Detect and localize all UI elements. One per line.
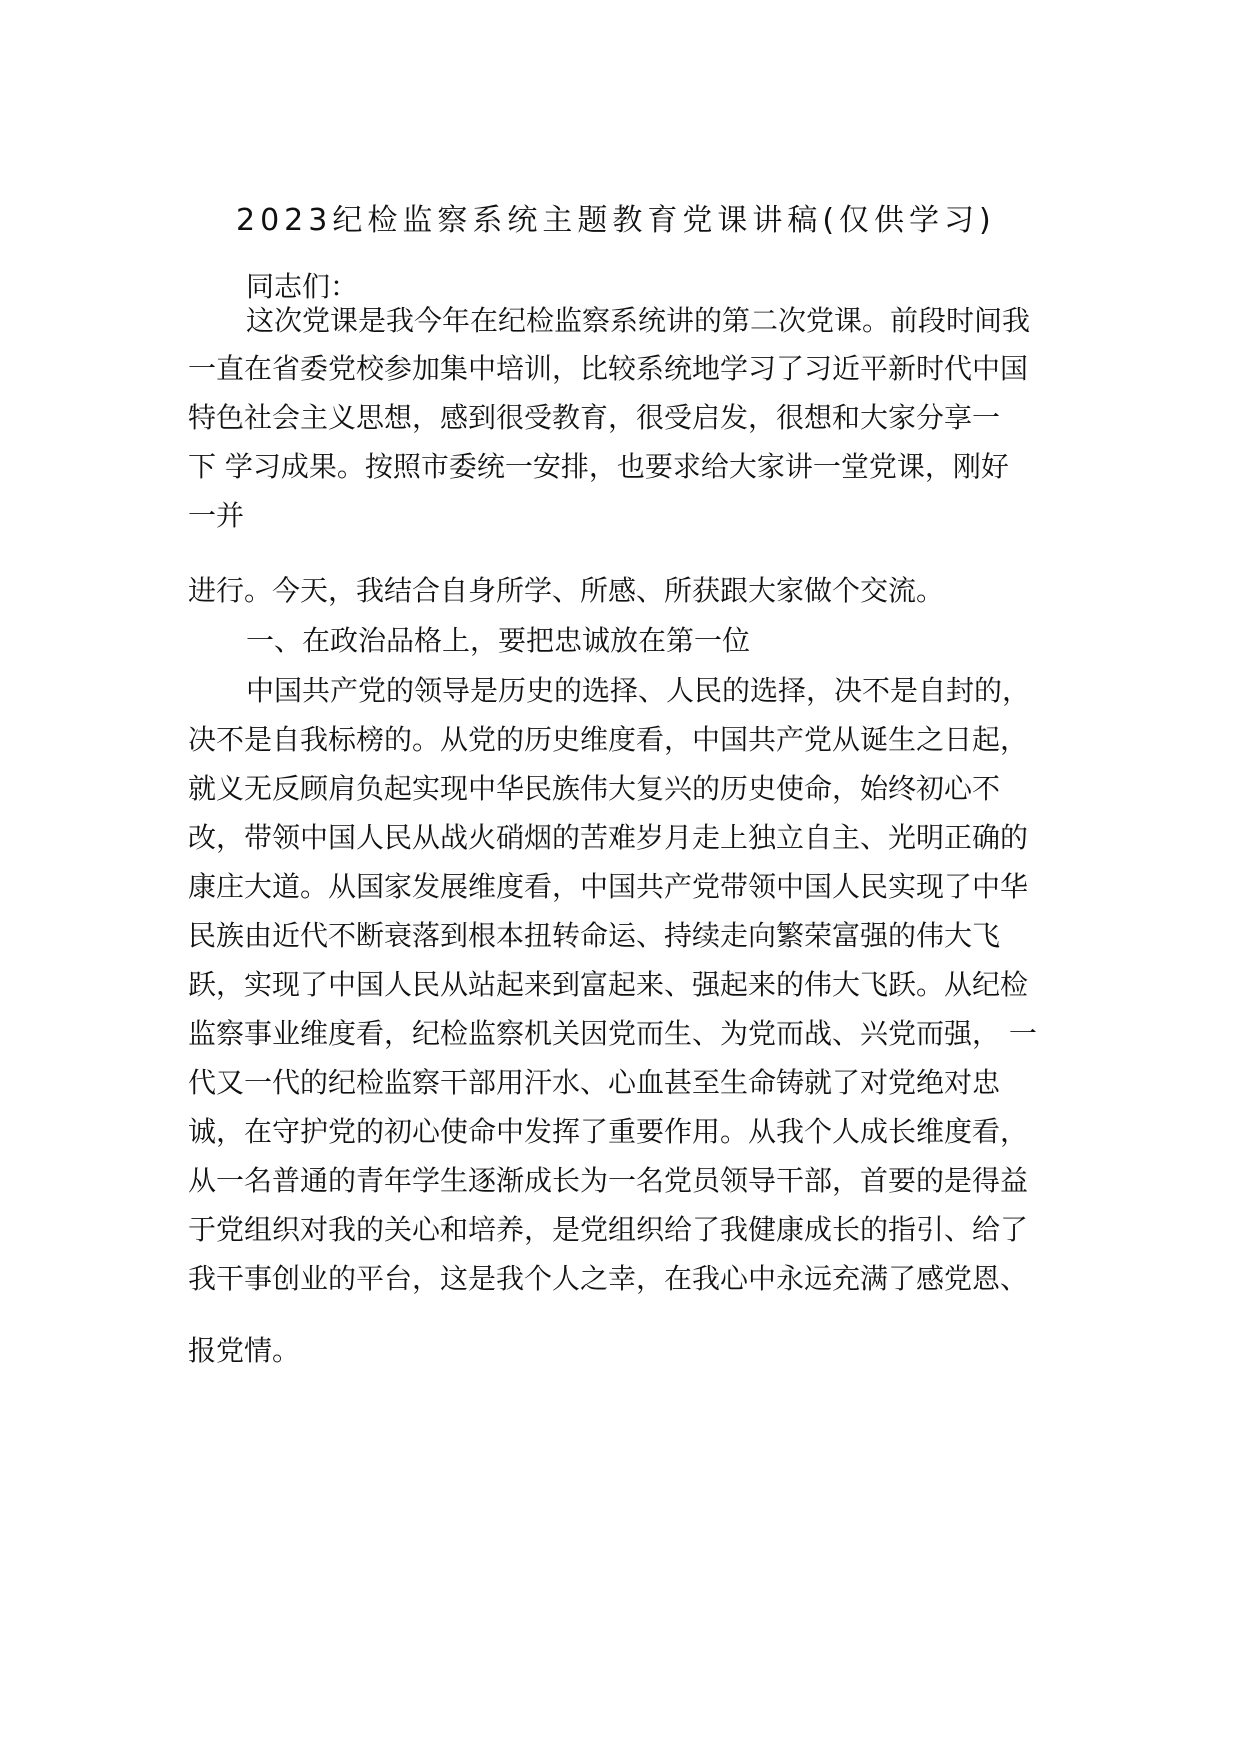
paragraph-line: 决不是自我标榜的。从党的历史维度看，中国共产党从诞生之日起， <box>188 723 1029 756</box>
paragraph-line: 监察事业维度看，纪检监察机关因党而生、为党而战、兴党而强， 一 <box>188 1017 1037 1050</box>
paragraph-line: 跃，实现了中国人民从站起来到富起来、强起来的伟大飞跃。从纪检 <box>188 968 1029 1001</box>
section-heading: 一、在政治品格上，要把忠诚放在第一位 <box>246 624 751 657</box>
greeting: 同志们： <box>246 270 359 303</box>
paragraph-line: 一直在省委党校参加集中培训，比较系统地学习了习近平新时代中国 <box>188 352 1029 385</box>
paragraph-line: 一并 <box>188 499 245 532</box>
paragraph-line: 下 学习成果。按照市委统一安排，也要求给大家讲一堂党课，刚好 <box>188 450 1009 483</box>
paragraph-line: 这次党课是我今年在纪检监察系统讲的第二次党课。前段时间我 <box>246 304 1031 337</box>
paragraph-line: 改，带领中国人民从战火硝烟的苦难岁月走上独立自主、光明正确的 <box>188 821 1029 854</box>
paragraph-line: 特色社会主义思想，感到很受教育，很受启发，很想和大家分享一 <box>188 401 1001 434</box>
paragraph-line: 中国共产党的领导是历史的选择、人民的选择，决不是自封的， <box>246 674 1031 707</box>
paragraph-line: 报党情。 <box>188 1334 301 1367</box>
paragraph-line: 代又一代的纪检监察干部用汗水、心血甚至生命铸就了对党绝对忠 <box>188 1066 1001 1099</box>
paragraph-line: 就义无反顾肩负起实现中华民族伟大复兴的历史使命，始终初心不 <box>188 772 1001 805</box>
document-title: 2023纪检监察系统主题教育党课讲稿(仅供学习) <box>236 203 996 238</box>
paragraph-line: 于党组织对我的关心和培养，是党组织给了我健康成长的指引、给了 <box>188 1213 1029 1246</box>
paragraph-line: 从一名普通的青年学生逐渐成长为一名党员领导干部，首要的是得益 <box>188 1164 1029 1197</box>
paragraph-line: 进行。今天，我结合自身所学、所感、所获跟大家做个交流。 <box>188 574 945 607</box>
paragraph-line: 我干事创业的平台，这是我个人之幸，在我心中永远充满了感党恩、 <box>188 1262 1029 1295</box>
paragraph-line: 康庄大道。从国家发展维度看，中国共产党带领中国人民实现了中华 <box>188 870 1029 903</box>
paragraph-line: 民族由近代不断衰落到根本扭转命运、持续走向繁荣富强的伟大飞 <box>188 919 1001 952</box>
paragraph-line: 诚，在守护党的初心使命中发挥了重要作用。从我个人成长维度看， <box>188 1115 1029 1148</box>
